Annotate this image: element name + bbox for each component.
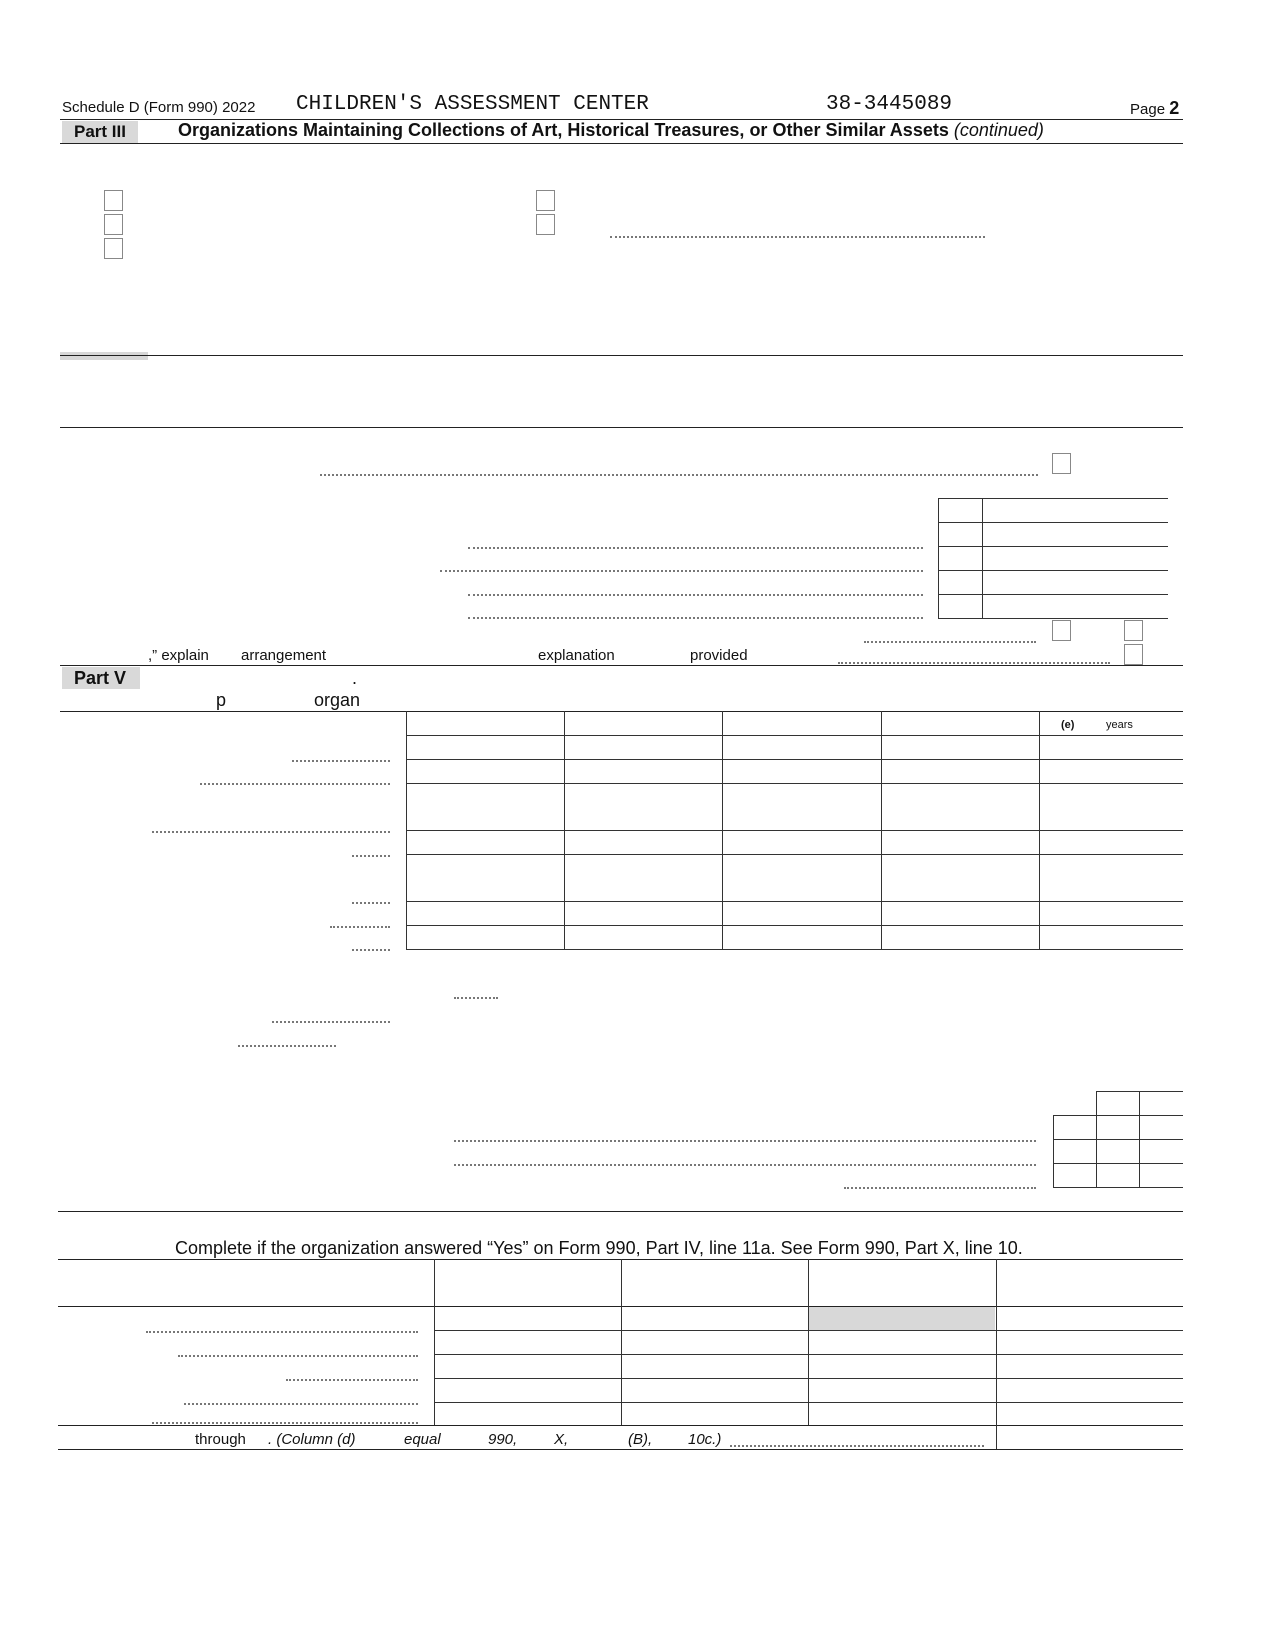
- table-rule: [621, 1259, 622, 1425]
- table-rule: [1096, 1091, 1097, 1187]
- ein: 38-3445089: [826, 93, 953, 116]
- table-rule: [938, 498, 1168, 499]
- table-rule: [1139, 1091, 1140, 1187]
- table-rule: [1053, 1115, 1183, 1116]
- leader-dots: [146, 1331, 418, 1333]
- leader-dots: [178, 1355, 418, 1357]
- page-number-value: 2: [1169, 98, 1180, 118]
- table-rule: [58, 1425, 1183, 1426]
- organization-name: CHILDREN'S ASSESSMENT CENTER: [296, 93, 649, 116]
- leader-dots: [272, 1021, 390, 1023]
- table-rule: [1053, 1187, 1183, 1188]
- table-rule: [881, 711, 882, 949]
- leader-dots: [454, 997, 498, 999]
- total-fragment-10c: 10c.): [688, 1431, 722, 1448]
- leader-dots: [352, 855, 390, 857]
- leader-dots: [454, 1164, 1036, 1166]
- part5-fragment-organ: organ: [314, 690, 361, 710]
- checkbox-3e[interactable]: [536, 214, 555, 235]
- checkbox-3b[interactable]: [104, 214, 123, 235]
- leader-dots: [352, 949, 390, 951]
- col-e-text: years: [1106, 719, 1133, 731]
- part3-rule: [60, 143, 1183, 144]
- table-rule: [996, 1259, 997, 1449]
- leader-dots: [152, 1422, 418, 1424]
- part3-title: [178, 120, 1044, 141]
- leader-dots: [152, 831, 390, 833]
- table-rule: [406, 854, 1183, 855]
- part6-instruction: Complete if the organization answered “Yes” on Form 990, Part IV, line 11a. See Form 990, Part X, line 10.: [175, 1238, 1023, 1258]
- checkbox-4-no[interactable]: [1124, 620, 1143, 641]
- table-rule: [808, 1259, 809, 1425]
- table-rule: [406, 925, 1183, 926]
- checkbox-3d[interactable]: [536, 190, 555, 211]
- part5-tag: Part V: [62, 667, 140, 689]
- leader-dots: [286, 1379, 418, 1381]
- fragment-arrangement: arrangement: [241, 647, 327, 664]
- part4-subrule: [60, 427, 1183, 428]
- part6-rule: [58, 1211, 1183, 1212]
- part4-tag-shade: [60, 352, 148, 360]
- leader-dots: [200, 783, 390, 785]
- table-rule: [938, 522, 1168, 523]
- leader-dots: [292, 760, 390, 762]
- table-rule: [1053, 1163, 1183, 1164]
- part5-rule: [60, 665, 1183, 666]
- table-rule: [564, 711, 565, 949]
- leader-dots: [610, 236, 985, 238]
- table-rule: [406, 735, 1183, 736]
- table-rule: [938, 546, 1168, 547]
- checkbox-3a[interactable]: [104, 190, 123, 211]
- checkbox-3c[interactable]: [104, 238, 123, 259]
- part3-tag: Part III: [62, 121, 138, 143]
- page-label: Page: [1130, 101, 1166, 118]
- table-rule: [1053, 1115, 1054, 1187]
- part4-rule: [60, 355, 1183, 356]
- shaded-cell: [809, 1307, 995, 1330]
- total-fragment-990: 990,: [488, 1431, 518, 1448]
- checkbox-4-yes[interactable]: [1052, 620, 1071, 641]
- table-rule: [722, 711, 723, 949]
- table-rule: [406, 830, 1183, 831]
- leader-dots: [184, 1403, 418, 1405]
- part5-table-top: [60, 711, 1183, 712]
- leader-dots: [352, 902, 390, 904]
- leader-dots: [730, 1445, 984, 1447]
- table-rule: [58, 1449, 1183, 1450]
- page-number: [1130, 98, 1179, 119]
- table-rule: [406, 783, 1183, 784]
- leader-dots: [864, 641, 1036, 643]
- fragment-explain: ,” explain: [148, 647, 209, 664]
- leader-dots: [844, 1187, 1036, 1189]
- leader-dots: [468, 547, 923, 549]
- table-rule: [938, 498, 939, 618]
- leader-dots: [468, 594, 923, 596]
- total-fragment-through: through: [195, 1431, 246, 1448]
- col-e-label: (e): [1061, 719, 1075, 731]
- leader-dots: [440, 570, 923, 572]
- leader-dots: [454, 1140, 1036, 1142]
- part5-fragment-p: p: [216, 690, 227, 710]
- table-rule: [938, 570, 1168, 571]
- total-fragment-b: (B),: [628, 1431, 653, 1448]
- table-rule: [938, 594, 1168, 595]
- checkbox-4-1[interactable]: [1052, 453, 1071, 474]
- table-rule: [406, 949, 1183, 950]
- fragment-explanation: explanation: [538, 647, 615, 664]
- table-rule: [938, 618, 1168, 619]
- leader-dots: [330, 926, 390, 928]
- table-rule: [434, 1259, 435, 1425]
- table-rule: [1053, 1139, 1183, 1140]
- part3-continued: (continued): [953, 120, 1044, 140]
- table-rule: [406, 711, 407, 949]
- leader-dots: [468, 617, 923, 619]
- table-rule: [406, 901, 1183, 902]
- total-fragment-column: . (Column (d): [268, 1431, 356, 1448]
- leader-dots: [838, 662, 1110, 664]
- part3-title-text: Organizations Maintaining Collections of Art, Historical Treasures, or Other Similar Assets: [178, 120, 949, 140]
- leader-dots: [320, 474, 1038, 476]
- table-rule: [982, 498, 983, 618]
- part5-fragment-period: .: [352, 668, 358, 688]
- fragment-provided: provided: [690, 647, 748, 664]
- leader-dots: [238, 1045, 336, 1047]
- total-fragment-x: X,: [554, 1431, 569, 1448]
- table-rule: [406, 759, 1183, 760]
- form-name: Schedule D (Form 990) 2022: [62, 99, 256, 116]
- checkbox-4-b[interactable]: [1124, 644, 1143, 665]
- total-fragment-equal: equal: [404, 1431, 441, 1448]
- table-rule: [1039, 711, 1040, 949]
